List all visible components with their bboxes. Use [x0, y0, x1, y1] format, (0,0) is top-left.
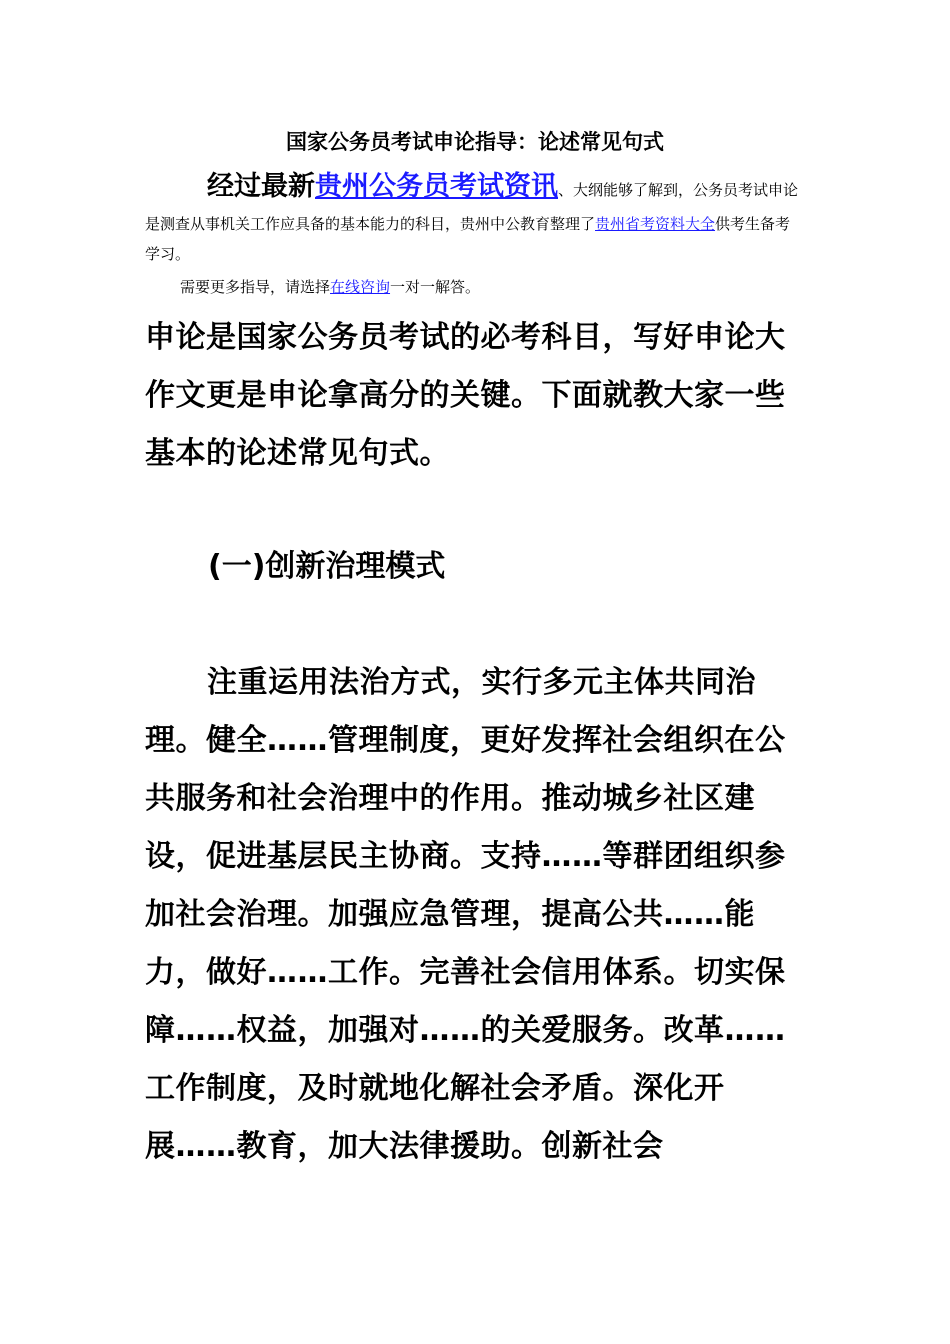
section-heading-1: (一)创新治理模式: [208, 549, 446, 584]
intro-text-1: 、大纲能够了解到，公务员考试申论是测查从事机关工作应具备的基本能力的科目，贵州中公教育整理了: [145, 181, 799, 233]
body-paragraph-1: 申论是国家公务员考试的必考科目，写好申论大作文更是申论拿高分的关键。下面就教大家一些基本的论述常见句式。: [145, 320, 786, 471]
body-paragraph-2: 注重运用法治方式，实行多元主体共同治理。健全……管理制度，更好发挥社会组织在公共服务和社会治理中的作用。推动城乡社区建设，促进基层民主协商。支持……等群团组织参加社会治理。加强应急管理，提高公共……能力，做好……工作。完善社会信用体系。切实保障……权益，加强对……的关爱服务。改革……工作制度，及时就地化解社会矛盾。深化开展……教育，加大法律援助。创新社会: [145, 665, 786, 1164]
intro-text-2: 供考生备考学习。: [145, 215, 791, 263]
intro-paragraph: [145, 165, 805, 269]
document-title: 国家公务员考试申论指导：论述常见句式: [286, 130, 664, 154]
consult-text-before: 需要更多指导，请选择: [180, 278, 331, 296]
guizhou-materials-link[interactable]: 贵州省考资料大全: [595, 215, 716, 233]
consult-line: [180, 274, 480, 300]
intro-lead: 经过最新: [207, 171, 315, 202]
online-consult-link[interactable]: 在线咨询: [330, 278, 391, 296]
guizhou-exam-news-link[interactable]: 贵州公务员考试资讯: [315, 171, 558, 202]
consult-text-after: 一对一解答。: [390, 278, 481, 296]
